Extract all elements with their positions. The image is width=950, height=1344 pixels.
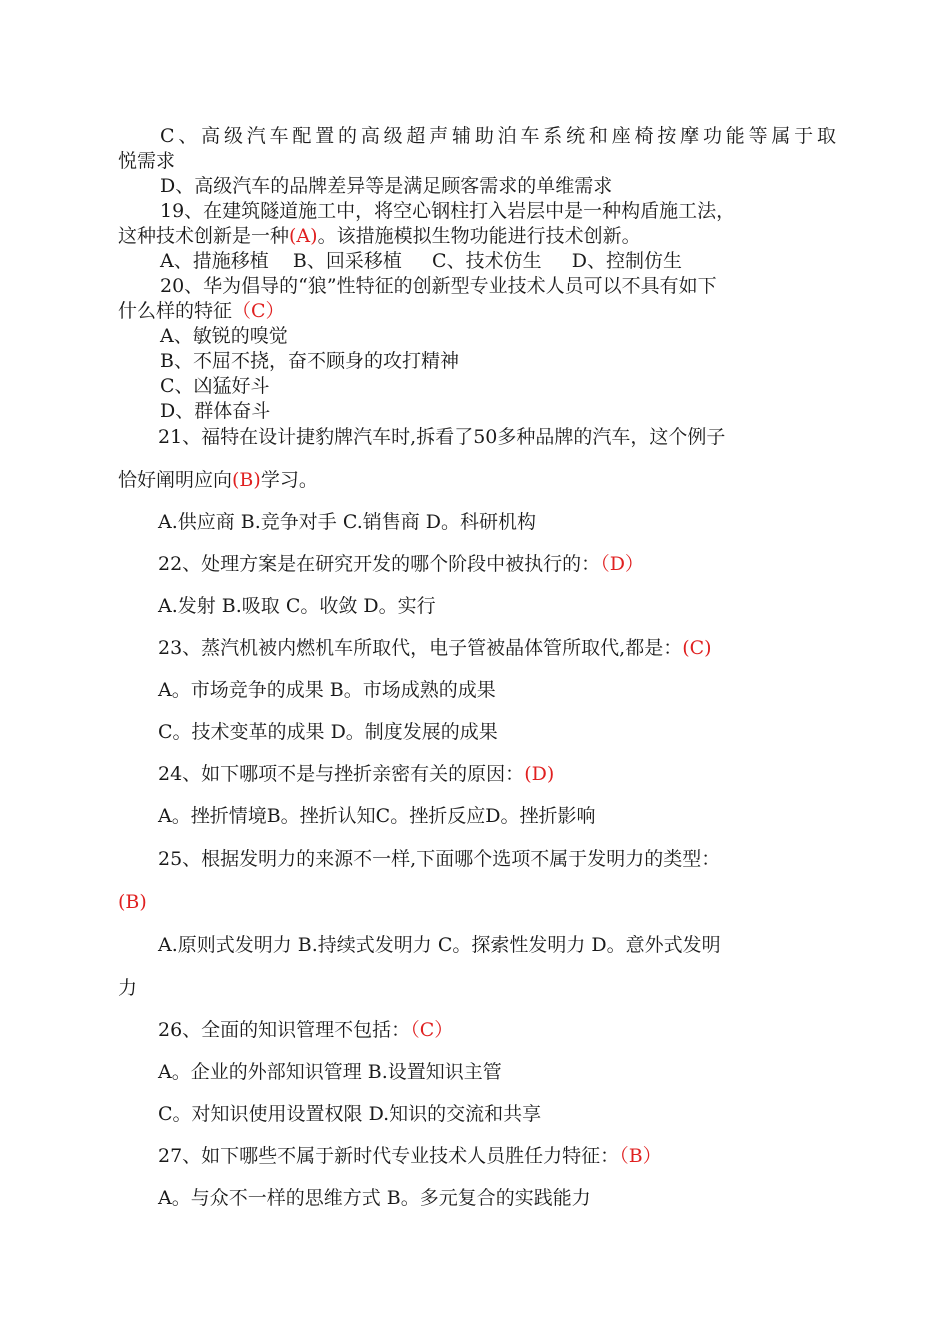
question-24-options: A。挫折情境B。挫折认知C。挫折反应D。挫折影响 <box>158 805 596 827</box>
question-21-options: A.供应商 B.竞争对手 C.销售商 D。科研机构 <box>158 511 537 533</box>
option-d-line: D、高级汽车的品牌差异等是满足顾客需求的单维需求 <box>160 175 613 197</box>
question-19-line1: 19、在建筑隧道施工中，将空心钢柱打入岩层中是一种构盾施工法， <box>160 200 736 222</box>
option-c-line2: 悦需求 <box>118 150 176 172</box>
answer-27: （B） <box>619 1145 662 1167</box>
question-26-options-ab: A。企业的外部知识管理 B.设置知识主管 <box>158 1061 502 1083</box>
answer-21: (B) <box>232 469 261 491</box>
question-26-options-cd: C。对知识使用设置权限 D.知识的交流和共享 <box>158 1103 542 1125</box>
question-23-options-ab: A。市场竞争的成果 B。市场成熟的成果 <box>158 679 496 701</box>
question-25-line2 <box>118 891 147 913</box>
answer-23: (C) <box>682 637 712 659</box>
question-20-option-a: A、敏锐的嗅觉 <box>160 325 288 347</box>
question-25-line1: 25、根据发明力的来源不一样,下面哪个选项不属于发明力的类型： <box>158 848 721 870</box>
answer-26: （C） <box>410 1019 454 1041</box>
question-20-option-b: B、不屈不挠，奋不顾身的攻打精神 <box>160 350 459 372</box>
option-c-line1: C、高级汽车配置的高级超声辅助泊车系统和座椅按摩功能等属于取 <box>160 125 836 147</box>
question-19-line2: 这种技术创新是一种(A)。该措施模拟生物功能进行技术创新。 <box>118 225 641 247</box>
question-22: 22、处理方案是在研究开发的哪个阶段中被执行的：（D） <box>158 553 644 575</box>
answer-20: （C） <box>232 300 285 322</box>
question-20-option-d: D、群体奋斗 <box>160 400 271 422</box>
question-24: 24、如下哪项不是与挫折亲密有关的原因：(D) <box>158 763 555 785</box>
question-25-options-line2: 力 <box>118 977 138 999</box>
question-23-options-cd: C。技术变革的成果 D。制度发展的成果 <box>158 721 498 743</box>
question-20-line2: 什么样的特征（C） <box>118 300 285 322</box>
question-27-options-ab: A。与众不一样的思维方式 B。多元复合的实践能力 <box>158 1187 591 1209</box>
question-23: 23、蒸汽机被内燃机车所取代，电子管被晶体管所取代,都是：(C) <box>158 637 712 659</box>
answer-19: (A) <box>289 225 318 247</box>
answer-22: （D） <box>600 553 644 575</box>
question-20-line1: 20、华为倡导的“狼”性特征的创新型专业技术人员可以不具有如下 <box>160 275 717 297</box>
answer-25: (B) <box>118 891 147 913</box>
question-25-options-line1: A.原则式发明力 B.持续式发明力 C。探索性发明力 D。意外式发明 <box>158 934 721 956</box>
question-20-option-c: C、凶猛好斗 <box>160 375 270 397</box>
question-21-line1: 21、福特在设计捷豹牌汽车时,拆看了50多种品牌的汽车，这个例子 <box>158 426 726 448</box>
question-26: 26、全面的知识管理不包括：（C） <box>158 1019 454 1041</box>
answer-24: (D) <box>524 763 555 785</box>
question-21-line2: 恰好阐明应向(B)学习。 <box>118 469 318 491</box>
question-19-options: A、措施移植 B、回采移植 C、技术仿生 D、控制仿生 <box>160 250 683 272</box>
question-27: 27、如下哪些不属于新时代专业技术人员胜任力特征：（B） <box>158 1145 662 1167</box>
question-22-options: A.发射 B.吸取 C。收敛 D。实行 <box>158 595 436 617</box>
